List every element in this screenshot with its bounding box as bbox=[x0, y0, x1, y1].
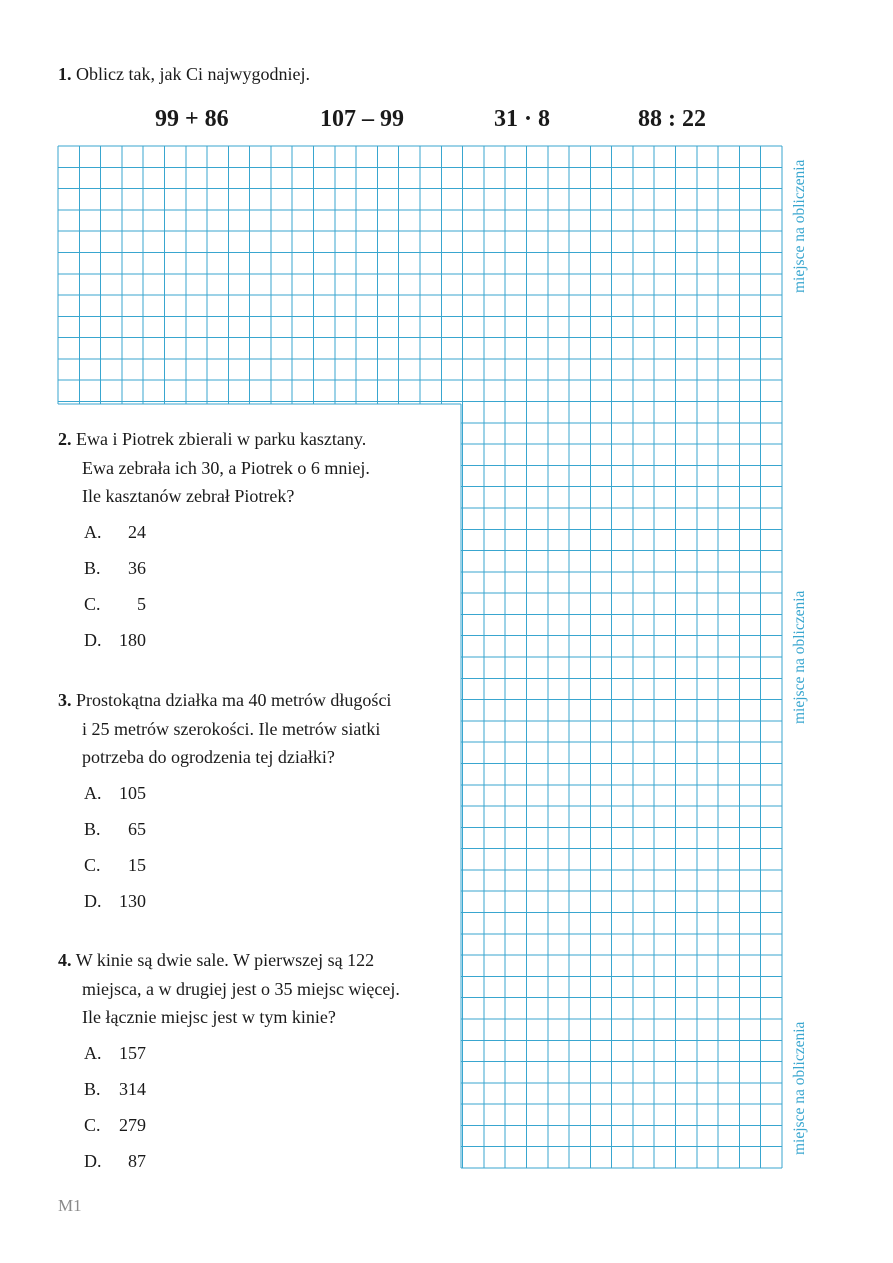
option-label: D. bbox=[84, 891, 102, 911]
option-label: D. bbox=[84, 630, 102, 650]
option-value: 36 bbox=[128, 558, 146, 578]
question-2-line-2: Ewa zebrała ich 30, a Piotrek o 6 mniej. bbox=[82, 457, 370, 478]
expression-4: 88 : 22 bbox=[638, 106, 706, 132]
side-label-calculations-1: miejsce na obliczenia bbox=[791, 159, 808, 293]
question-4-option-d[interactable] bbox=[84, 1149, 146, 1173]
question-4-option-c[interactable] bbox=[84, 1113, 146, 1137]
option-label: C. bbox=[84, 1115, 101, 1135]
question-4-option-a[interactable] bbox=[84, 1041, 146, 1065]
question-3 bbox=[58, 686, 391, 772]
question-3-line-3: potrzeba do ogrodzenia tej działki? bbox=[82, 747, 335, 767]
option-label: A. bbox=[84, 522, 102, 542]
question-2-line-1: Ewa i Piotrek zbierali w parku kasztany. bbox=[76, 429, 367, 449]
option-value: 24 bbox=[128, 522, 146, 542]
question-3-line-1: Prostokątna działka ma 40 metrów długości bbox=[76, 690, 392, 710]
option-label: D. bbox=[84, 1151, 102, 1171]
question-3-number: 3. bbox=[58, 690, 72, 710]
option-value: 5 bbox=[137, 594, 146, 614]
option-value: 15 bbox=[128, 855, 146, 875]
expression-3: 31 · 8 bbox=[494, 106, 551, 132]
option-label: B. bbox=[84, 1079, 101, 1099]
question-4-line-2: miejsca, a w drugiej jest o 35 miejsc więcej. bbox=[82, 978, 400, 999]
question-3-option-a[interactable] bbox=[84, 781, 146, 805]
question-3-option-b[interactable] bbox=[84, 817, 146, 841]
expression-1: 99 + 86 bbox=[155, 106, 229, 132]
page-footer-code: M1 bbox=[58, 1196, 82, 1215]
option-label: C. bbox=[84, 855, 101, 875]
option-value: 105 bbox=[119, 783, 146, 803]
question-2-number: 2. bbox=[58, 429, 72, 449]
option-value: 279 bbox=[119, 1115, 146, 1135]
question-2 bbox=[58, 425, 370, 511]
option-value: 130 bbox=[119, 891, 146, 911]
question-1-header bbox=[58, 60, 310, 88]
option-label: B. bbox=[84, 819, 101, 839]
side-label-calculations-3: miejsce na obliczenia bbox=[791, 1021, 808, 1155]
question-2-option-b[interactable] bbox=[84, 556, 146, 580]
option-value: 157 bbox=[119, 1043, 146, 1063]
question-1-number: 1. bbox=[58, 64, 72, 84]
question-1-prompt: Oblicz tak, jak Ci najwygodniej. bbox=[76, 64, 310, 84]
question-3-option-c[interactable] bbox=[84, 853, 146, 877]
expression-2: 107 – 99 bbox=[320, 106, 404, 132]
option-label: A. bbox=[84, 783, 102, 803]
question-4-number: 4. bbox=[58, 950, 72, 970]
option-label: C. bbox=[84, 594, 101, 614]
question-4 bbox=[58, 946, 400, 1032]
question-3-option-d[interactable] bbox=[84, 889, 146, 913]
question-2-option-d[interactable] bbox=[84, 628, 146, 652]
question-3-line-2: i 25 metrów szerokości. Ile metrów siatki bbox=[82, 718, 381, 739]
question-2-option-c[interactable] bbox=[84, 592, 146, 616]
option-value: 65 bbox=[128, 819, 146, 839]
question-4-line-1: W kinie są dwie sale. W pierwszej są 122 bbox=[75, 950, 375, 970]
option-label: A. bbox=[84, 1043, 102, 1063]
option-value: 180 bbox=[119, 630, 146, 650]
question-4-line-3: Ile łącznie miejsc jest w tym kinie? bbox=[82, 1007, 336, 1027]
option-value: 314 bbox=[119, 1079, 146, 1099]
option-label: B. bbox=[84, 558, 101, 578]
option-value: 87 bbox=[128, 1151, 146, 1171]
side-label-calculations-2: miejsce na obliczenia bbox=[791, 590, 808, 724]
question-2-line-3: Ile kasztanów zebrał Piotrek? bbox=[82, 486, 295, 506]
question-4-option-b[interactable] bbox=[84, 1077, 146, 1101]
question-2-option-a[interactable] bbox=[84, 520, 146, 544]
